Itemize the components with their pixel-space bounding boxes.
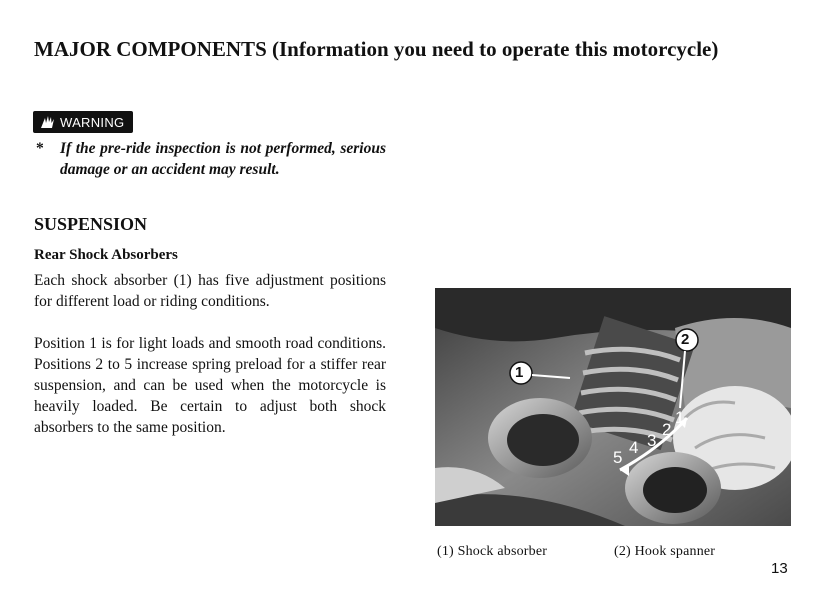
hand-warning-icon xyxy=(39,114,57,130)
position-number-2: 2 xyxy=(662,420,672,439)
warning-text-block xyxy=(36,138,386,180)
subsection-title: Rear Shock Absorbers xyxy=(34,247,178,263)
position-number-5: 5 xyxy=(613,448,623,467)
photo-illustration xyxy=(435,288,791,526)
position-number-3: 3 xyxy=(647,431,657,450)
warning-badge xyxy=(33,111,133,133)
paragraph-1: Each shock absorber (1) has five adjustment positions for different load or riding conditions. xyxy=(34,272,386,310)
section-title: SUSPENSION xyxy=(34,214,148,234)
caption-hook-spanner: (2) Hook spanner xyxy=(614,544,716,559)
paragraph-2: Position 1 is for light loads and smooth road conditions. Positions 2 to 5 increase spring preload for a stiffer rear suspension, and can be used when the motorcycle is heavily loaded. Be certain to adjust both shock absorbers to the same position. xyxy=(34,335,386,436)
warning-text: If the pre-ride inspection is not performed, serious damage or an accident may result. xyxy=(60,140,386,178)
page-number: 13 xyxy=(771,560,788,577)
position-number-1: 1 xyxy=(675,408,685,427)
callout-1: 1 xyxy=(515,364,524,381)
warning-label: WARNING xyxy=(60,114,125,130)
callout-2: 2 xyxy=(681,331,690,348)
caption-shock-absorber: (1) Shock absorber xyxy=(437,544,548,559)
warning-bullet: * xyxy=(36,140,44,157)
position-number-4: 4 xyxy=(629,438,639,457)
shock-absorber-photo xyxy=(435,288,791,526)
page-title: MAJOR COMPONENTS (Information you need to operate this motorcycle) xyxy=(34,37,719,61)
